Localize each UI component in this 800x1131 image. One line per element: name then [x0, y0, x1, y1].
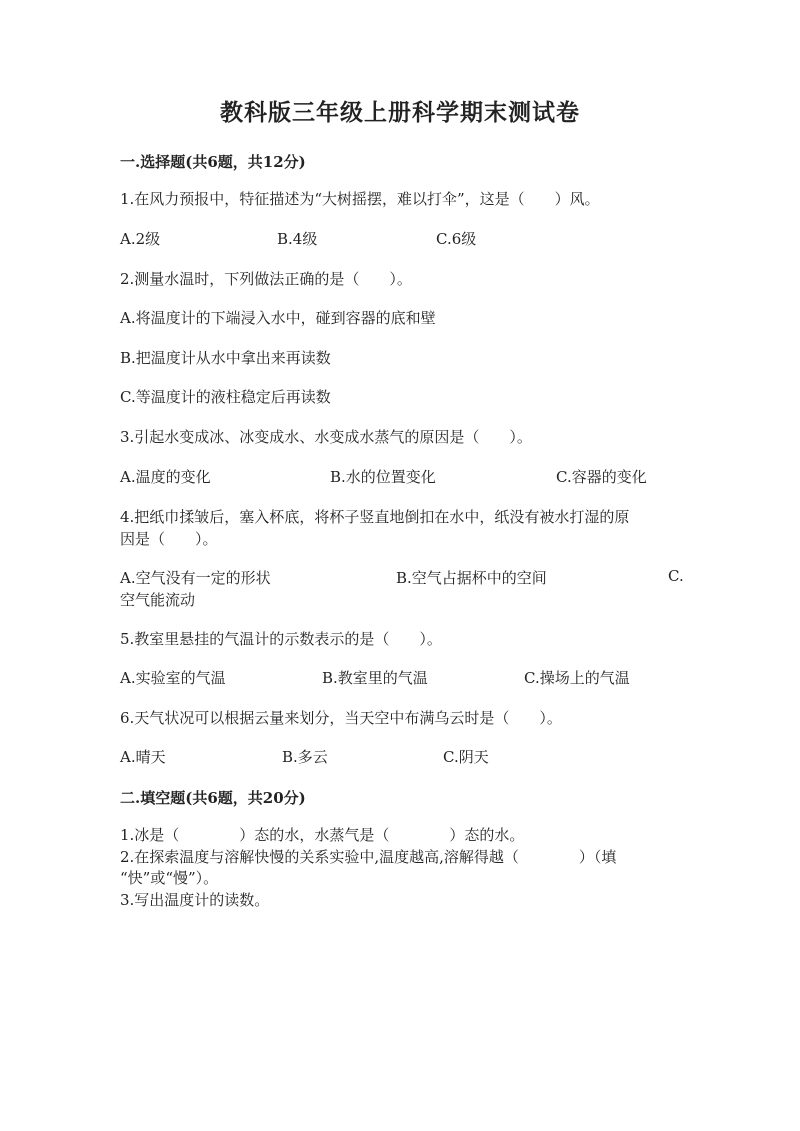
- question-3-option-c: C.容器的变化: [556, 468, 647, 486]
- question-6-option-a: A.晴天: [120, 748, 166, 766]
- question-6-stem: 6.天气状况可以根据云量来划分，当天空中布满乌云时是（ ）。: [120, 709, 562, 727]
- question-6-option-c: C.阴天: [443, 748, 489, 766]
- fill-question-1: 1.冰是（ ）态的水，水蒸气是（ ）态的水。: [120, 826, 525, 844]
- question-4-option-c: C.: [668, 567, 684, 585]
- question-4-option-c-text: 空气能流动: [120, 591, 196, 609]
- question-5-stem: 5.教室里悬挂的气温计的示数表示的是（ ）。: [120, 630, 442, 648]
- question-4-option-a: A.空气没有一定的形状: [120, 569, 271, 587]
- fill-question-2-line-1: 2.在探索温度与溶解快慢的关系实验中,温度越高,溶解得越（ ）（填: [120, 848, 617, 866]
- question-3-option-b: B.水的位置变化: [330, 468, 436, 486]
- question-5-option-b: B.教室里的气温: [322, 669, 428, 687]
- question-2-option-a: A.将温度计的下端浸入水中，碰到容器的底和壁: [120, 309, 436, 327]
- question-1-option-a: A.2级: [120, 230, 161, 248]
- question-4-stem-line-1: 4.把纸巾揉皱后，塞入杯底，将杯子竖直地倒扣在水中，纸没有被水打湿的原: [120, 508, 630, 526]
- question-4-stem-line-2: 因是（ ）。: [120, 530, 218, 548]
- question-6-option-b: B.多云: [282, 748, 328, 766]
- question-4-option-b: B.空气占据杯中的空间: [396, 569, 547, 587]
- question-3-option-a: A.温度的变化: [120, 468, 211, 486]
- question-5-option-c: C.操场上的气温: [524, 669, 630, 687]
- question-2-stem: 2.测量水温时，下列做法正确的是（ ）。: [120, 270, 412, 288]
- question-1-stem: 1.在风力预报中，特征描述为“大树摇摆，难以打伞”，这是（ ）风。: [120, 190, 600, 208]
- question-5-option-a: A.实验室的气温: [120, 669, 226, 687]
- page-title: 教科版三年级上册科学期末测试卷: [220, 99, 580, 126]
- question-2-option-c: C.等温度计的液柱稳定后再读数: [120, 388, 331, 406]
- section-heading-fill-blank: 二.填空题(共6题，共20分): [120, 789, 306, 807]
- question-1-option-c: C.6级: [436, 230, 477, 248]
- section-heading-choice: 一.选择题(共6题，共12分): [120, 153, 306, 171]
- question-2-option-b: B.把温度计从水中拿出来再读数: [120, 349, 331, 367]
- fill-question-2-line-2: “快”或“慢”）。: [120, 869, 219, 887]
- question-1-option-b: B.4级: [277, 230, 318, 248]
- question-3-stem: 3.引起水变成冰、冰变成水、水变成水蒸气的原因是（ ）。: [120, 428, 532, 446]
- fill-question-3: 3.写出温度计的读数。: [120, 891, 270, 909]
